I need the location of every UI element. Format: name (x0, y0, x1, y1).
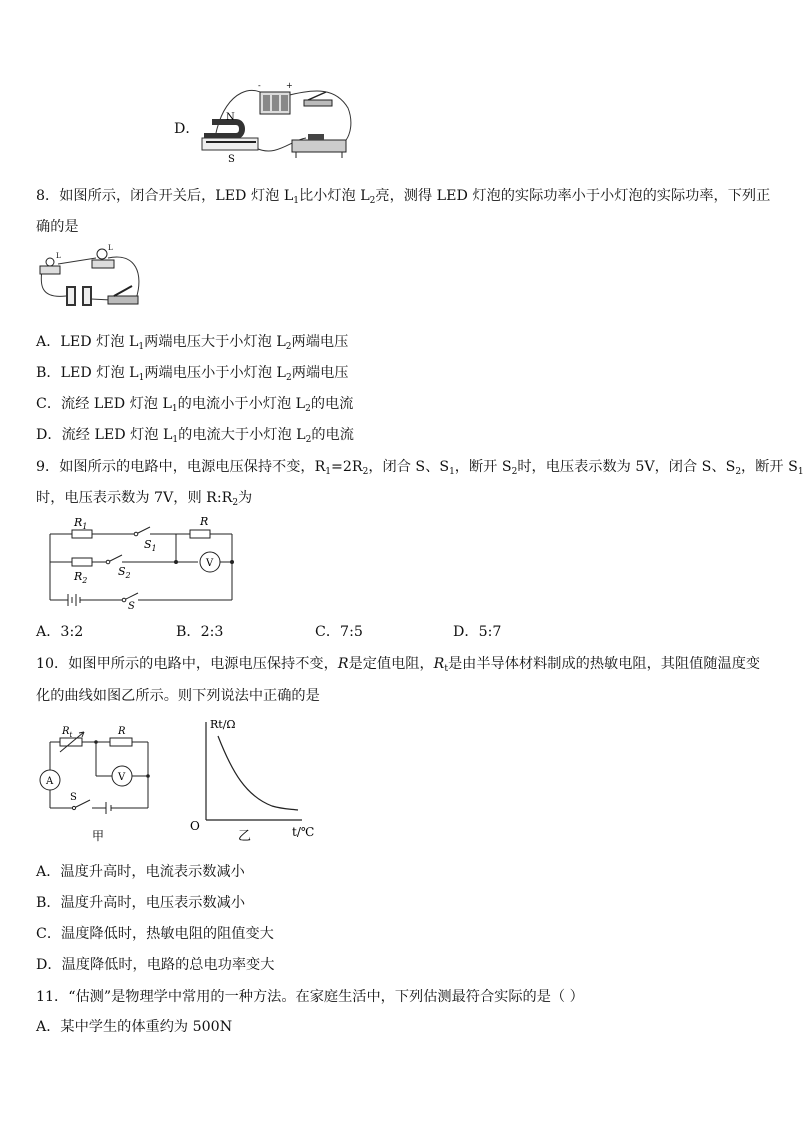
q9-fig-voltmeter-label: V (206, 558, 214, 569)
q7-plus-sign: + (286, 81, 293, 90)
q8-led-circuit-figure (36, 244, 146, 314)
q10-option-c[interactable]: C．温度降低时，热敏电阻的阻值变大 (36, 926, 274, 942)
q9-stem-line-2: 时，电压表示数为 7V，则 $R:R_2$为 (36, 490, 253, 508)
q9-fig-s1-label: $S_1$ (144, 538, 157, 553)
q10-stem-line-1: 10．如图甲所示的电路中，电源电压保持不变，R是定值电阻，$R_t$是由半导体材料制成的热敏电阻，其阻值随温度变 (36, 656, 761, 674)
q9-fig-s-label: S (128, 601, 135, 612)
q10-stem-line-2: 化的曲线如图乙所示。则下列说法中正确的是 (36, 688, 320, 704)
q10-graph-y-axis-label: Rt/Ω (210, 718, 236, 731)
q10-graph-yi-caption: 乙 (238, 829, 252, 844)
q8-option-c[interactable]: C．流经 LED 灯泡 $L_1$的电流小于小灯泡 $L_2$的电流 (36, 396, 354, 414)
q9-option-d[interactable]: D．5:7 (453, 624, 502, 640)
q11-option-a[interactable]: A．某中学生的体重约为 500N (36, 1019, 233, 1035)
q9-fig-r1-label: $R_1$ (74, 516, 88, 531)
q10-fig-jia-caption: 甲 (92, 829, 105, 843)
q9-fig-r2-label: $R_2$ (74, 570, 88, 585)
q9-stem-line-1: 9．如图所示的电路中，电源电压保持不变，$R_1=2R_2$，闭合 S、$S_1$，断开 $S_2$时，电压表示数为 5V，闭合 S、$S_2$，断开 $S_1$ (36, 459, 804, 477)
q7-option-d-label: D． (174, 121, 200, 137)
q10-graph-x-axis-label: t/℃ (292, 825, 315, 839)
q10-option-a[interactable]: A．温度升高时，电流表示数减小 (36, 864, 245, 880)
q9-fig-r-label: R (200, 515, 209, 528)
q9-option-a[interactable]: A．3:2 (36, 624, 84, 640)
q7-d-magnet-circuit-figure (196, 78, 356, 166)
q9-option-c[interactable]: C．7:5 (315, 624, 363, 640)
q10-option-b[interactable]: B．温度升高时，电压表示数减小 (36, 895, 246, 911)
q9-circuit-diagram (44, 512, 240, 612)
q8-option-b[interactable]: B．LED 灯泡 $L_1$两端电压小于小灯泡 $L_2$两端电压 (36, 365, 349, 383)
q8-stem-line-1: 8．如图所示，闭合开关后，LED 灯泡 $L_1$比小灯泡 $L_2$亮，测得 LED 灯泡的实际功率小于小灯泡的实际功率，下列正 (36, 188, 771, 206)
q8-fig-l1-label: L (56, 252, 61, 260)
q10-fig-voltmeter-label: V (118, 772, 126, 783)
q7-n-pole-label: N (226, 112, 235, 123)
q7-minus-sign: - (258, 81, 261, 90)
q10-fig-s-label: S (70, 792, 77, 803)
q9-option-b[interactable]: B．2:3 (176, 624, 224, 640)
q8-option-a[interactable]: A．LED 灯泡 $L_1$两端电压大于小灯泡 $L_2$两端电压 (36, 334, 349, 352)
q10-fig-ammeter-label: A (46, 776, 54, 787)
q8-option-d[interactable]: D．流经 LED 灯泡 $L_1$的电流大于小灯泡 $L_2$的电流 (36, 427, 354, 445)
q10-circuit-jia (38, 722, 158, 844)
q10-fig-r-label: R (118, 726, 126, 737)
q10-graph-origin-label: O (190, 819, 200, 833)
q11-stem: 11．“估测”是物理学中常用的一种方法。在家庭生活中，下列估测最符合实际的是（ ） (36, 989, 584, 1005)
q10-option-d[interactable]: D．温度降低时，电路的总电功率变大 (36, 957, 275, 973)
q10-fig-rt-label: $R_t$ (62, 726, 73, 739)
q8-stem-line-2: 确的是 (36, 219, 79, 235)
q8-fig-l2-label: L (108, 244, 113, 252)
q9-fig-s2-label: $S_2$ (118, 565, 131, 580)
q10-graph-yi (186, 712, 336, 844)
q7-s-pole-label: S (228, 154, 235, 165)
